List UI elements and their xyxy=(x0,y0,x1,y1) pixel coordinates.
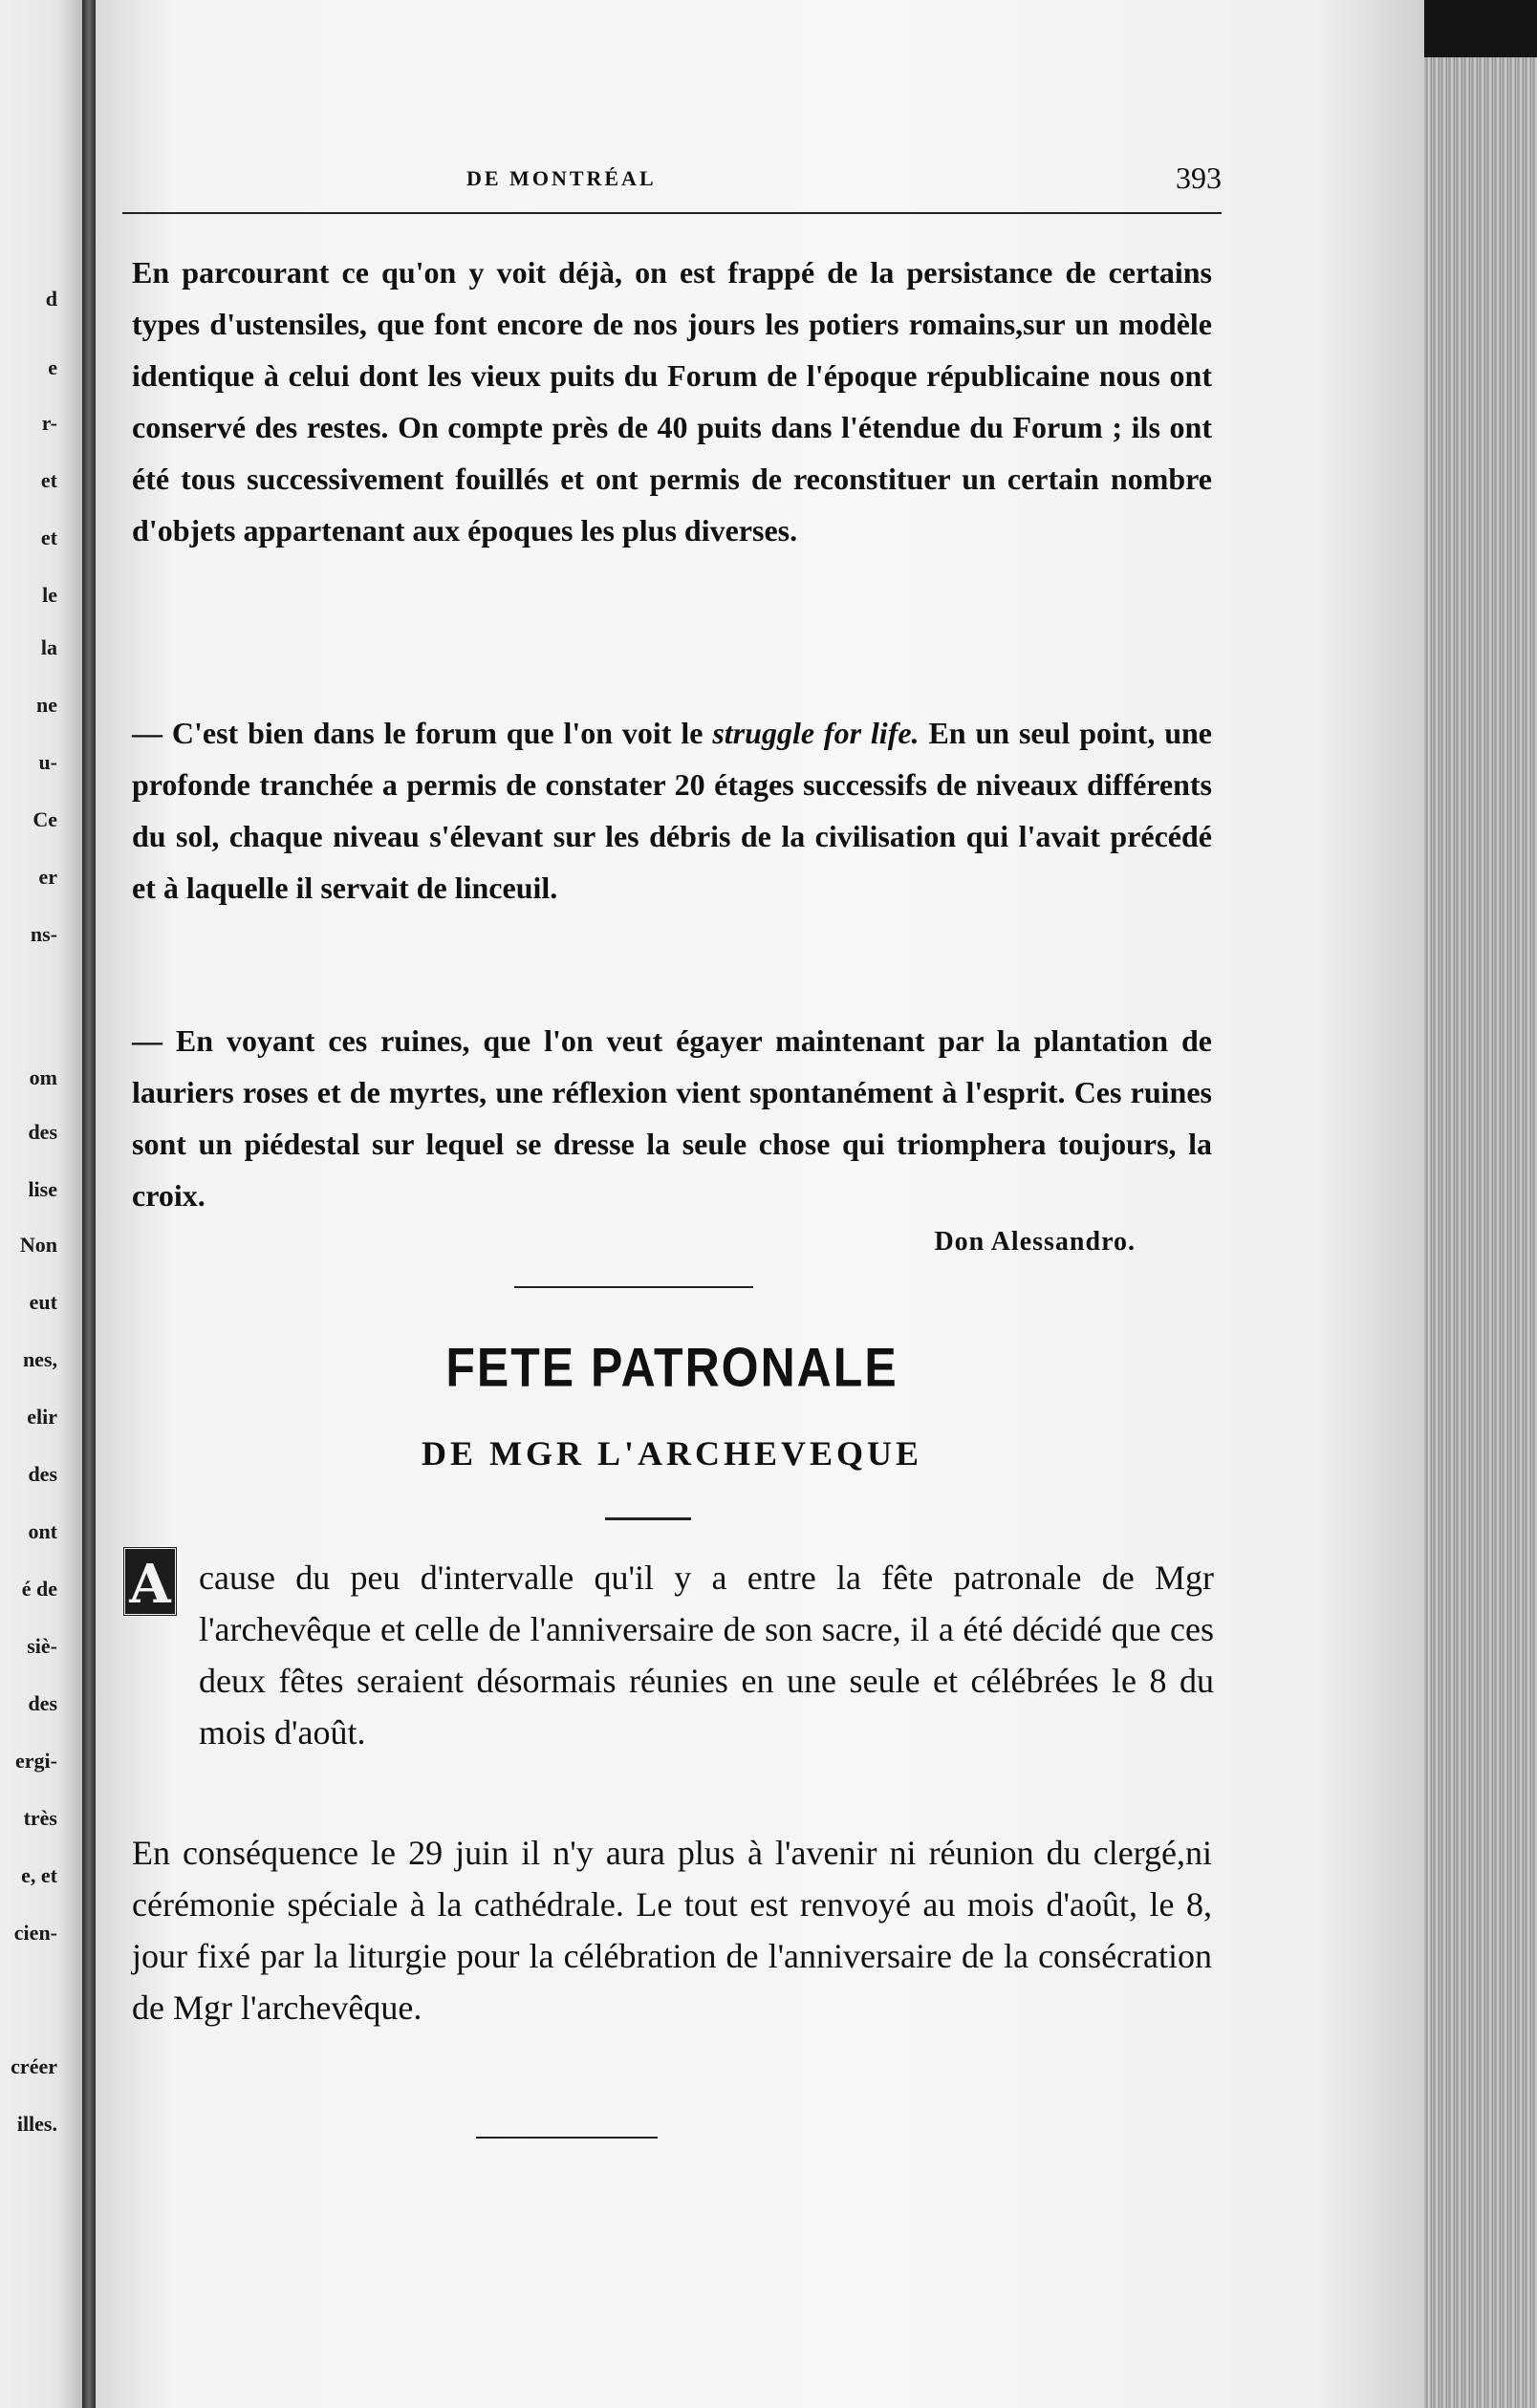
author-signature xyxy=(934,1227,1136,1258)
left-page-fragment: cien- xyxy=(13,1921,57,1945)
article2-paragraph-2: En conséquence le 29 juin il n'y aura plus à l'avenir ni réunion du clergé,ni cérémonie spéciale à la cathédrale. Le tout est renvoyé au mois d'août, le 8, jour fixé par la liturgie pour la célébration de l'anniversaire de la consécration de Mgr l'archevêque. xyxy=(132,1834,1212,2027)
paragraph2-text-end: En un seul point, une profonde tranchée a permis de constater 20 étages successifs de niveaux différents du sol, chaque niveau s'élevant sur les débris de la civilisation qui l'avait précédé et à laquelle il servait de linceuil. xyxy=(132,716,1213,905)
left-page-fragment: siè- xyxy=(27,1634,57,1658)
book-gutter xyxy=(82,0,96,2408)
signature-first: Don xyxy=(934,1227,991,1257)
left-page-fragment: lise xyxy=(28,1177,57,1201)
left-page-fragment: ont xyxy=(28,1519,57,1543)
left-page-fragment: Ce xyxy=(32,807,57,831)
article2-subtitle: DE MGR L'ARCHEVEQUE xyxy=(421,1434,923,1473)
left-page-fragment: le xyxy=(42,583,57,607)
page-content xyxy=(122,0,1222,2408)
left-page-fragment: ergi- xyxy=(15,1749,57,1773)
left-page-fragment: ne xyxy=(36,693,57,717)
article1-paragraph-3: — En voyant ces ruines, que l'on veut égayer maintenant par la plantation de lauriers roses et de myrtes, une réflexion vient spontanément à l'esprit. Ces ruines sont un piédestal sur lequel se dresse la seule chose qui triomphera toujours, la croix. xyxy=(132,1023,1212,1213)
left-page-fragment: des xyxy=(28,1120,57,1144)
left-page-fragment: elir xyxy=(27,1405,57,1429)
left-page-fragment: d xyxy=(45,287,57,311)
signature-last: Alessandro. xyxy=(990,1227,1136,1257)
running-head-title: DE MONTRÉAL xyxy=(466,166,657,190)
left-page-fragment: la xyxy=(40,635,57,659)
section-divider xyxy=(514,1286,753,1288)
end-rule xyxy=(476,2137,658,2139)
left-page-fragment: u- xyxy=(38,750,57,774)
left-page-fragment: nes, xyxy=(22,1347,57,1371)
left-page-fragment: des xyxy=(28,1691,57,1715)
left-page-fragment: des xyxy=(28,1462,57,1486)
left-page-fragment: e, et xyxy=(21,1863,57,1887)
left-page-fragment: illes. xyxy=(16,2112,57,2136)
paragraph2-text-start: — C'est bien dans le forum que l'on voit le xyxy=(132,716,713,750)
left-page-fragment: eut xyxy=(29,1290,57,1314)
title-underline xyxy=(605,1517,691,1520)
header-rule xyxy=(122,212,1222,214)
left-page-fragment: ns- xyxy=(30,922,57,946)
article1-paragraph-2 xyxy=(132,707,1212,914)
page-edges xyxy=(1424,57,1537,2408)
article1-paragraph-1: En parcourant ce qu'on y voit déjà, on est frappé de la persistance de certains types d'ustensiles, que font encore de nos jours les potiers romains,sur un modèle identique à celui dont les vieux puits du Forum de l'époque républicaine nous ont conservé des restes. On compte près de 40 puits dans l'étendue du Forum ; ils ont été tous successivement fouillés et ont permis de reconstituer un certain nombre d'objets appartenant aux époques les plus diverses. xyxy=(132,255,1212,548)
left-facing-page xyxy=(0,0,82,2408)
running-head xyxy=(122,161,1222,199)
left-page-fragment: om xyxy=(29,1065,57,1089)
left-page-fragment: r- xyxy=(41,411,57,435)
left-page-fragment: très xyxy=(23,1806,57,1830)
drop-cap: A xyxy=(122,1546,178,1617)
left-page-fragment: e xyxy=(48,355,57,379)
article2-title: FETE PATRONALE xyxy=(445,1336,898,1399)
left-page-fragment: créer xyxy=(11,2054,57,2078)
article2-paragraph-1: cause du peu d'intervalle qu'il y a entre la fête patronale de Mgr l'archevêque et celle de l'anniversaire de son sacre, il a été décidé que ces deux fêtes seraient désormais réunies en une seule et célébrées le 8 du mois d'août. xyxy=(199,1559,1214,1752)
paragraph2-italic: struggle for life. xyxy=(712,716,920,750)
left-page-fragment: Non xyxy=(19,1233,57,1257)
left-page-fragment: et xyxy=(40,468,57,492)
left-page-fragment: er xyxy=(38,865,57,889)
page-number: 393 xyxy=(1176,161,1222,195)
left-page-fragment: é de xyxy=(21,1577,57,1601)
left-page-fragment: et xyxy=(40,526,57,549)
